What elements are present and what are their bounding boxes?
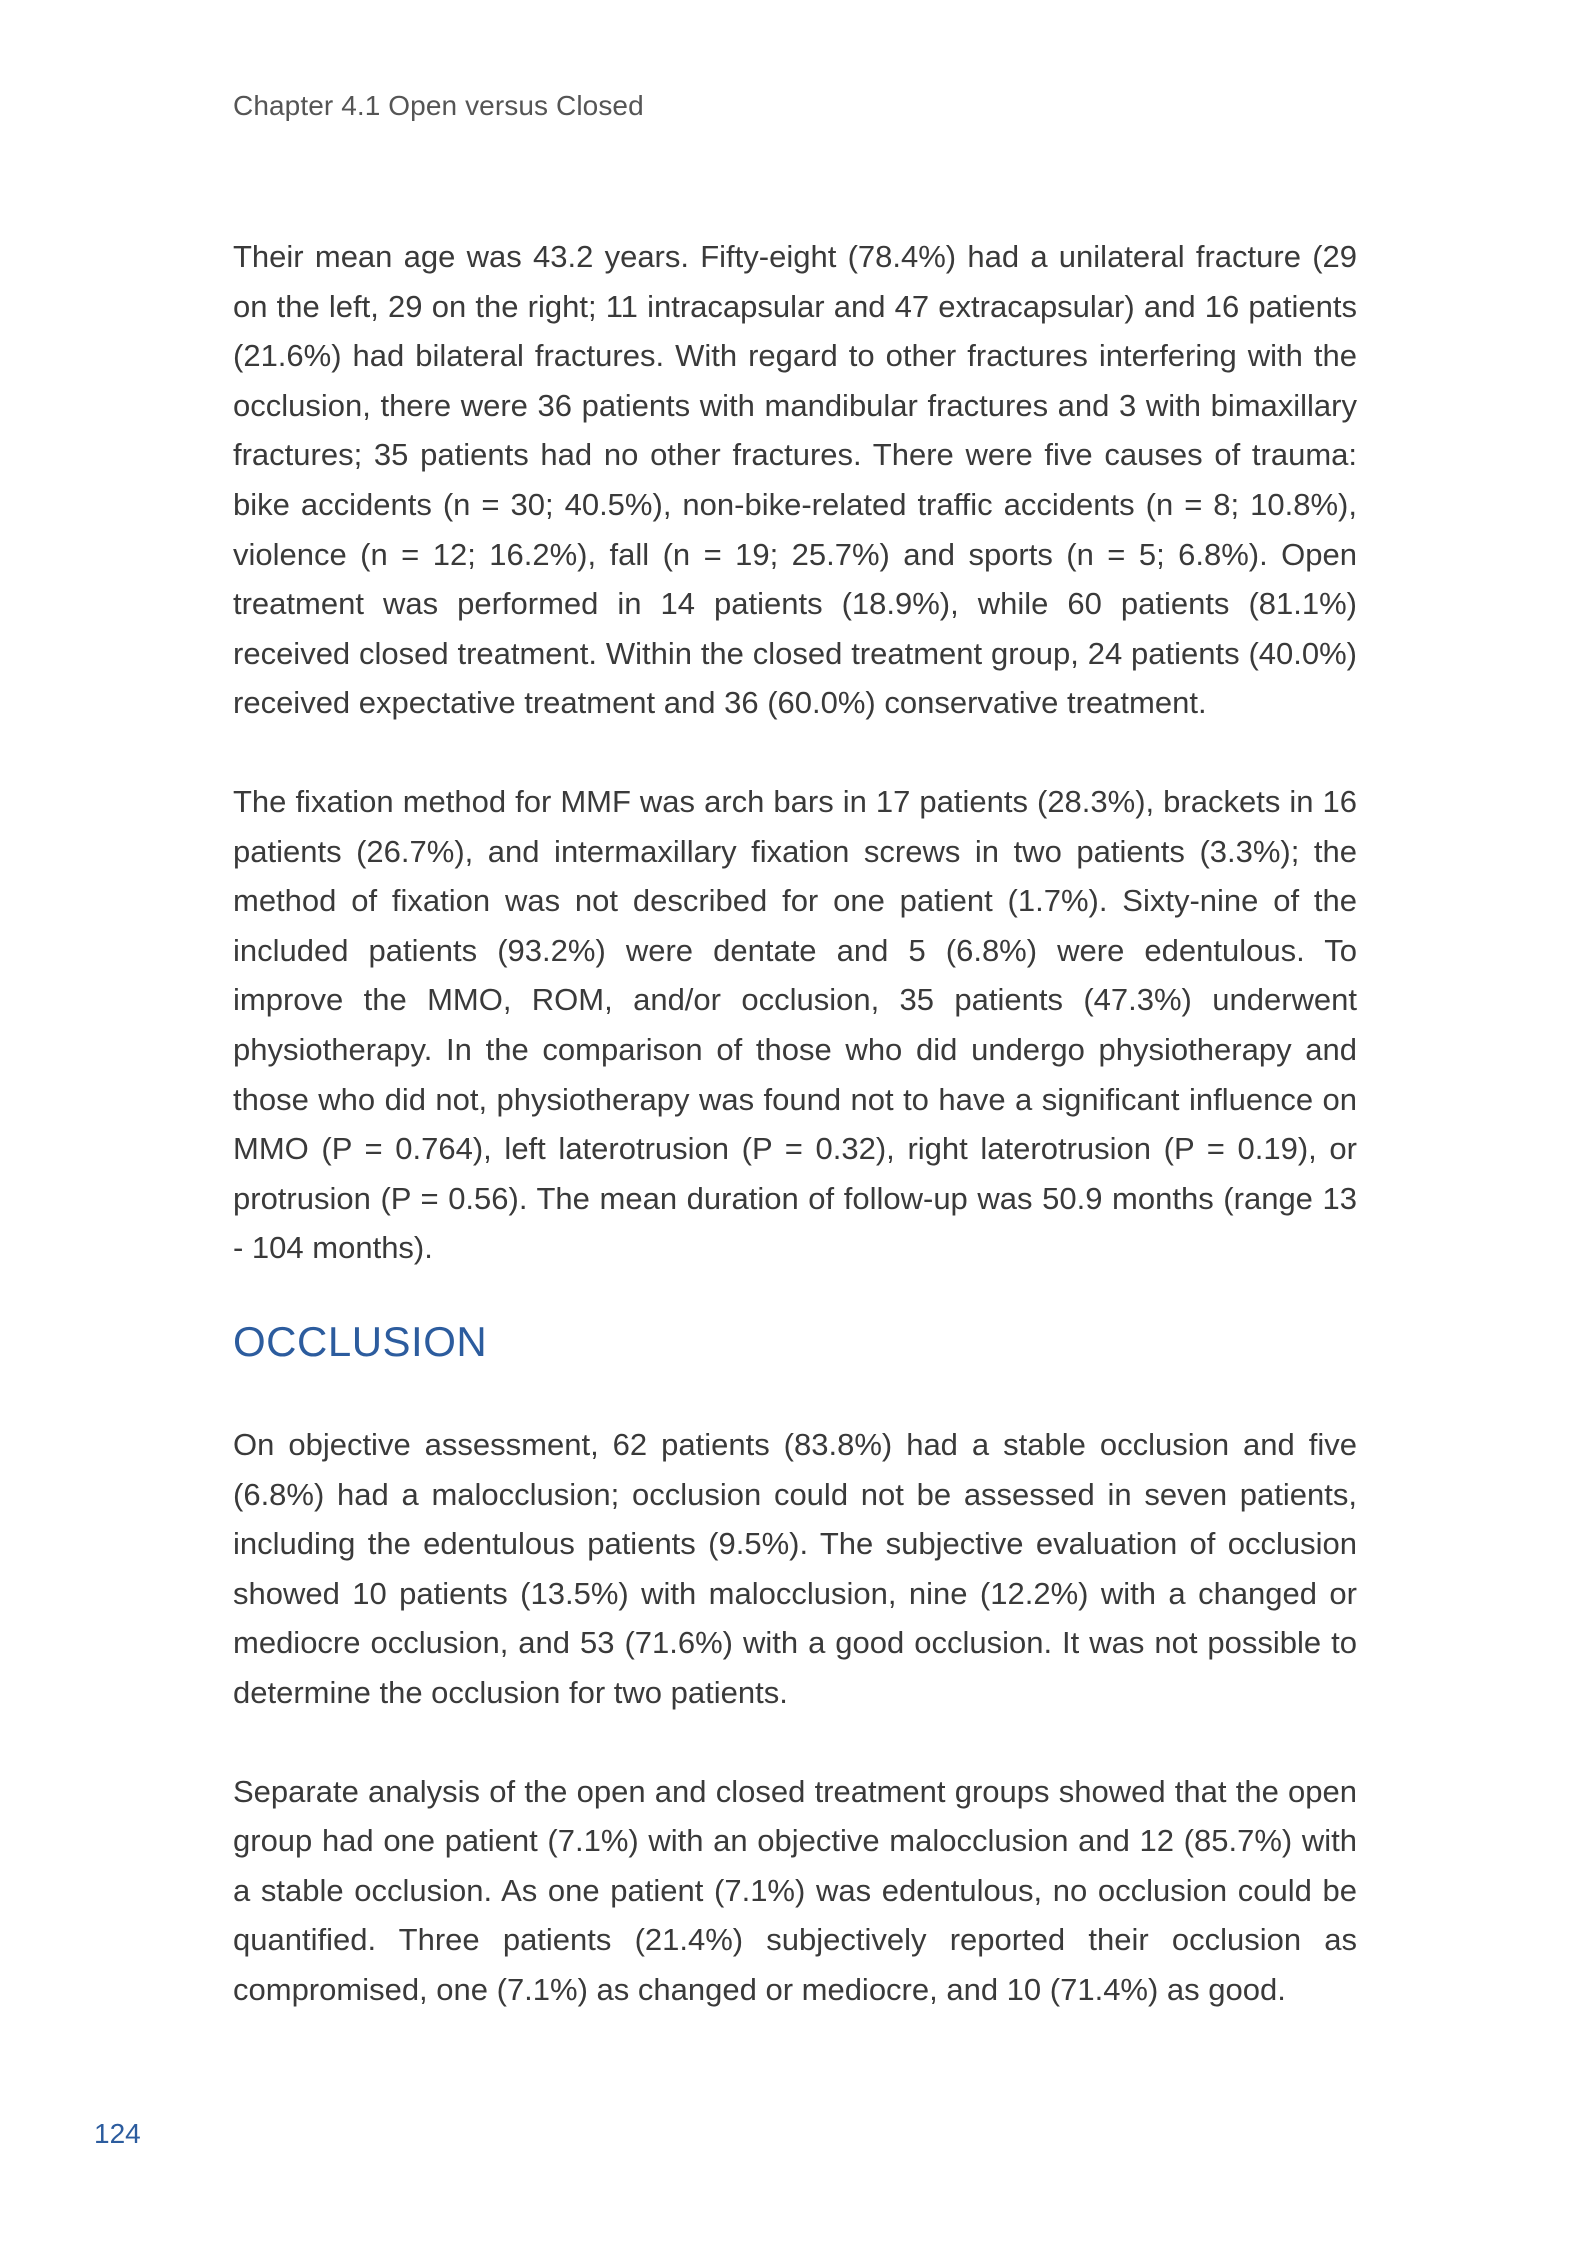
paragraph-demographics: Their mean age was 43.2 years. Fifty-eight (78.4%) had a unilateral fracture (29 on the left, 29 on the right; 11 intracapsular and 47 extracapsular) and 16 patients (21.6%) had bilateral fractures. With regard to other fractures interfering with the occlusion, there were 36 patients with mandibular fractures and 3 with bimaxillary fractures; 35 patients had no other fractures. There were five causes of trauma: bike accidents (n = 30; 40.5%), non-bike-related traffic accidents (n = 8; 10.8%), violence (n = 12; 16.2%), fall (n = 19; 25.7%) and sports (n = 5; 6.8%). Open treatment was performed in 14 patients (18.9%), while 60 patients (81.1%) received closed treatment. Within the closed treatment group, 24 patients (40.0%) received expectative treatment and 36 (60.0%) conservative treatment. [233, 239, 1357, 721]
running-head: Chapter 4.1 Open versus Closed [233, 90, 644, 121]
page-number: 124 [94, 2118, 141, 2149]
occlusion-section-text [233, 1420, 1357, 2015]
section-heading-occlusion: OCCLUSION [233, 1318, 488, 1365]
body-text [233, 232, 1357, 1273]
paragraph-occlusion-assessment: On objective assessment, 62 patients (83.8%) had a stable occlusion and five (6.8%) had a malocclusion; occlusion could not be assessed in seven patients, including the edentulous patients (9.5%). The subjective evaluation of occlusion showed 10 patients (13.5%) with malocclusion, nine (12.2%) with a changed or mediocre occlusion, and 53 (71.6%) with a good occlusion. It was not possible to determine the occlusion for two patients. [233, 1427, 1357, 1710]
paragraph-fixation: The fixation method for MMF was arch bars in 17 patients (28.3%), brackets in 16 patients (26.7%), and intermaxillary fixation screws in two patients (3.3%); the method of fixation was not described for one patient (1.7%). Sixty-nine of the included patients (93.2%) were dentate and 5 (6.8%) were edentulous. To improve the MMO, ROM, and/or occlusion, 35 patients (47.3%) underwent physiotherapy. In the comparison of those who did undergo physiotherapy and those who did not, physiotherapy was found not to have a significant influence on MMO (P = 0.764), left laterotrusion (P = 0.32), right laterotrusion (P = 0.19), or protrusion (P = 0.56). The mean duration of follow-up was 50.9 months (range 13 - 104 months). [233, 783, 1357, 1266]
paragraph-occlusion-groups: Separate analysis of the open and closed treatment groups showed that the open group had one patient (7.1%) with an objective malocclusion and 12 (85.7%) with a stable occlusion. As one patient (7.1%) was edentulous, no occlusion could be quantified. Three patients (21.4%) subjectively reported their occlusion as compromised, one (7.1%) as changed or mediocre, and 10 (71.4%) as good. [233, 1773, 1357, 2007]
